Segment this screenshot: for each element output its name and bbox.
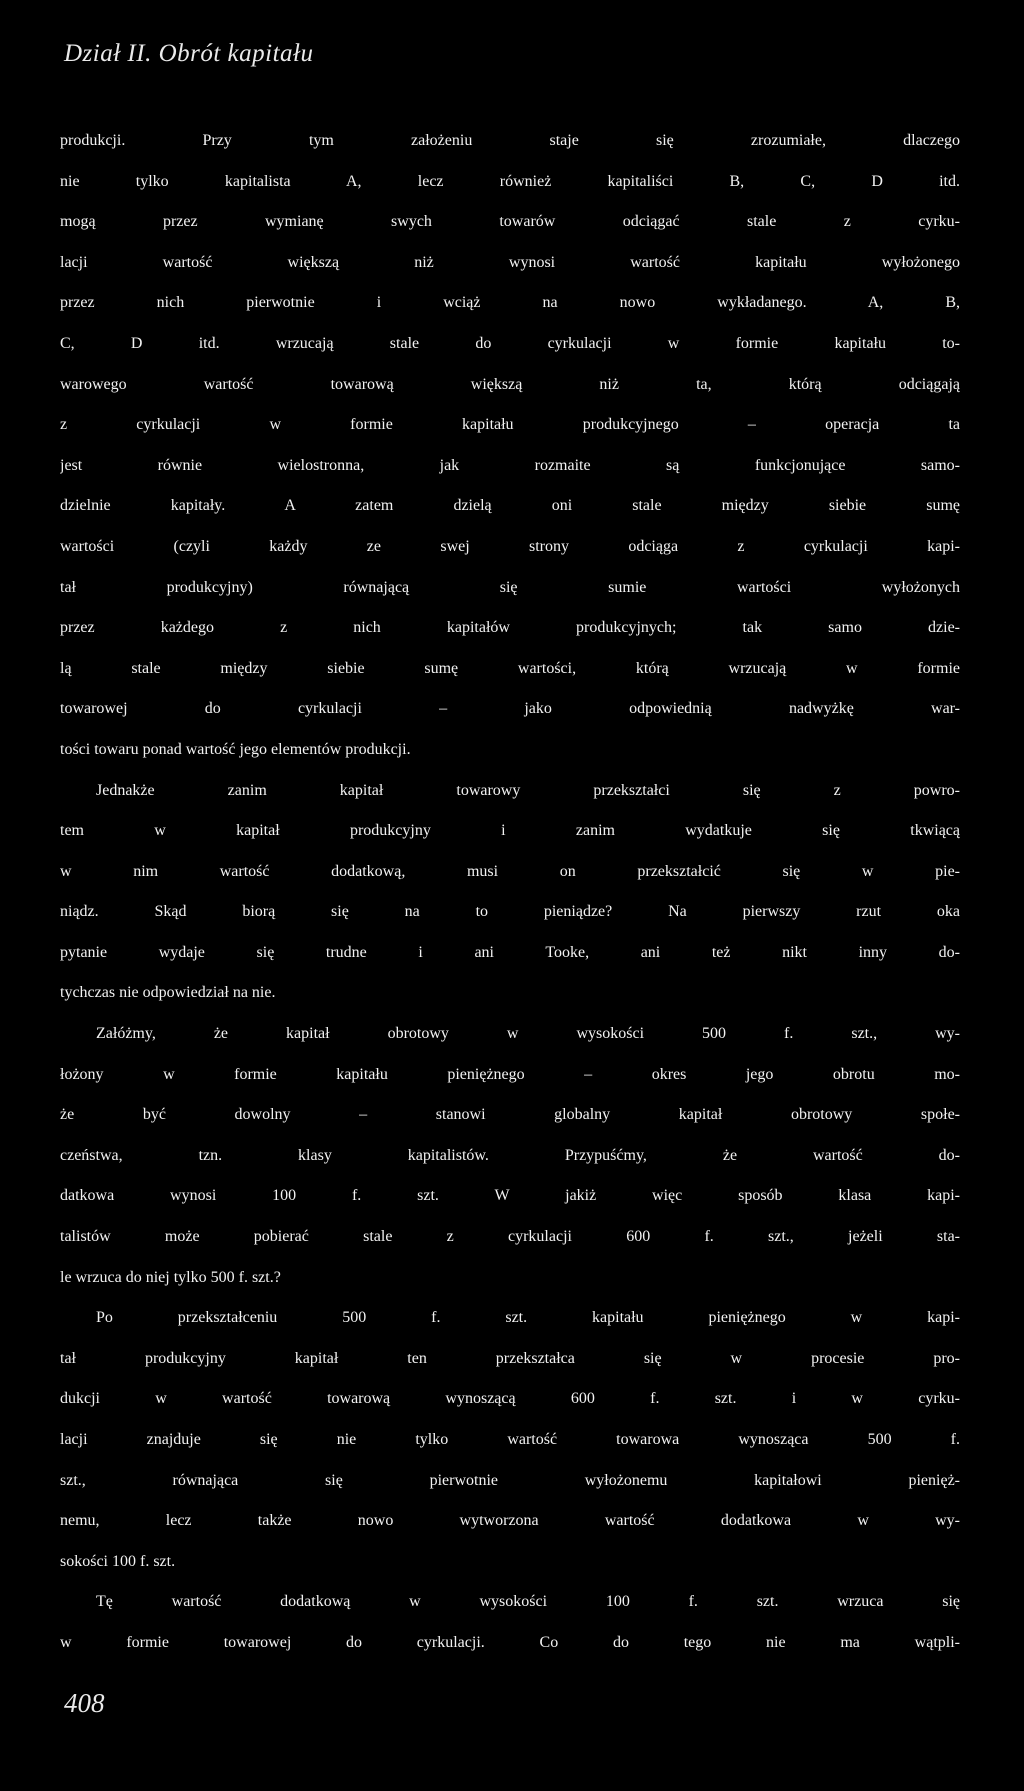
- text-line: w nim wartość dodatkową, musi on przekształcić się w pie-: [60, 862, 960, 880]
- text-line: nie tylko kapitalista A, lecz również kapitaliści B, C, D itd.: [60, 172, 960, 190]
- text-line: Jednakże zanim kapitał towarowy przekształci się z powro-: [96, 781, 960, 799]
- text-line: talistów może pobierać stale z cyrkulacji 600 f. szt., jeżeli sta-: [60, 1228, 960, 1246]
- text-line: tał produkcyjny kapitał ten przekształca się w procesie pro-: [60, 1349, 960, 1367]
- text-line: Tę wartość dodatkową w wysokości 100 f. szt. wrzuca się: [96, 1593, 960, 1611]
- text-line: dzielnie kapitały. A zatem dzielą oni stale między siebie sumę: [60, 497, 960, 515]
- text-line: szt., równająca się pierwotnie wyłożonemu kapitałowi pienięż-: [60, 1471, 960, 1489]
- text-line: produkcji. Przy tym założeniu staje się zrozumiałe, dlaczego: [60, 132, 960, 149]
- text-line: lacji wartość większą niż wynosi wartość kapitału wyłożonego: [60, 253, 960, 271]
- text-line: że być dowolny – stanowi globalny kapitał obrotowy społe-: [60, 1106, 960, 1124]
- text-line: jest równie wielostronna, jak rozmaite są funkcjonujące samo-: [60, 456, 960, 474]
- text-line: Po przekształceniu 500 f. szt. kapitału pieniężnego w kapi-: [96, 1309, 960, 1327]
- text-line: C, D itd. wrzucają stale do cyrkulacji w formie kapitału to-: [60, 334, 960, 352]
- text-line: tychczas nie odpowiedział na nie.: [60, 984, 276, 1002]
- text-line: czeństwa, tzn. klasy kapitalistów. Przypuśćmy, że wartość do-: [60, 1146, 960, 1164]
- text-line: niądz. Skąd biorą się na to pieniądze? Na pierwszy rzut oka: [60, 903, 960, 921]
- text-line: lą stale między siebie sumę wartości, którą wrzucają w formie: [60, 659, 960, 677]
- text-line: lacji znajduje się nie tylko wartość towarowa wynosząca 500 f.: [60, 1431, 960, 1448]
- text-line: wartości (czyli każdy ze swej strony odciąga z cyrkulacji kapi-: [60, 537, 960, 555]
- text-line: z cyrkulacji w formie kapitału produkcyjnego – operacja ta: [60, 416, 960, 434]
- text-line: przez nich pierwotnie i wciąż na nowo wykładanego. A, B,: [60, 294, 960, 312]
- text-line: le wrzuca do niej tylko 500 f. szt.?: [60, 1268, 281, 1286]
- text-line: dukcji w wartość towarową wynoszącą 600 f. szt. i w cyrku-: [60, 1390, 960, 1408]
- page-number: 408: [64, 1688, 105, 1718]
- text-line: łożony w formie kapitału pieniężnego – okres jego obrotu mo-: [60, 1065, 960, 1083]
- text-line: tości towaru ponad wartość jego elementów produkcji.: [60, 740, 411, 758]
- text-line: Załóżmy, że kapitał obrotowy w wysokości 500 f. szt., wy-: [96, 1025, 960, 1043]
- text-line: przez każdego z nich kapitałów produkcyjnych; tak samo dzie-: [60, 619, 960, 637]
- running-header: Dział II. Obrót kapitału: [64, 40, 314, 67]
- text-line: tał produkcyjny) równającą się sumie wartości wyłożonych: [60, 578, 960, 596]
- text-line: tem w kapitał produkcyjny i zanim wydatkuje się tkwiącą: [60, 822, 960, 840]
- text-line: w formie towarowej do cyrkulacji. Co do tego nie ma wątpli-: [60, 1633, 960, 1651]
- text-line: mogą przez wymianę swych towarów odciągać stale z cyrku-: [60, 213, 960, 231]
- text-line: warowego wartość towarową większą niż ta, którą odciągają: [60, 375, 960, 393]
- text-line: pytanie wydaje się trudne i ani Tooke, ani też nikt inny do-: [60, 943, 960, 961]
- text-line: towarowej do cyrkulacji – jako odpowiednią nadwyżkę war-: [60, 700, 960, 718]
- text-line: nemu, lecz także nowo wytworzona wartość dodatkowa w wy-: [60, 1512, 960, 1530]
- text-line: datkowa wynosi 100 f. szt. W jakiż więc sposób klasa kapi-: [60, 1187, 960, 1205]
- text-line: sokości 100 f. szt.: [60, 1552, 176, 1570]
- page-body: [60, 132, 960, 1675]
